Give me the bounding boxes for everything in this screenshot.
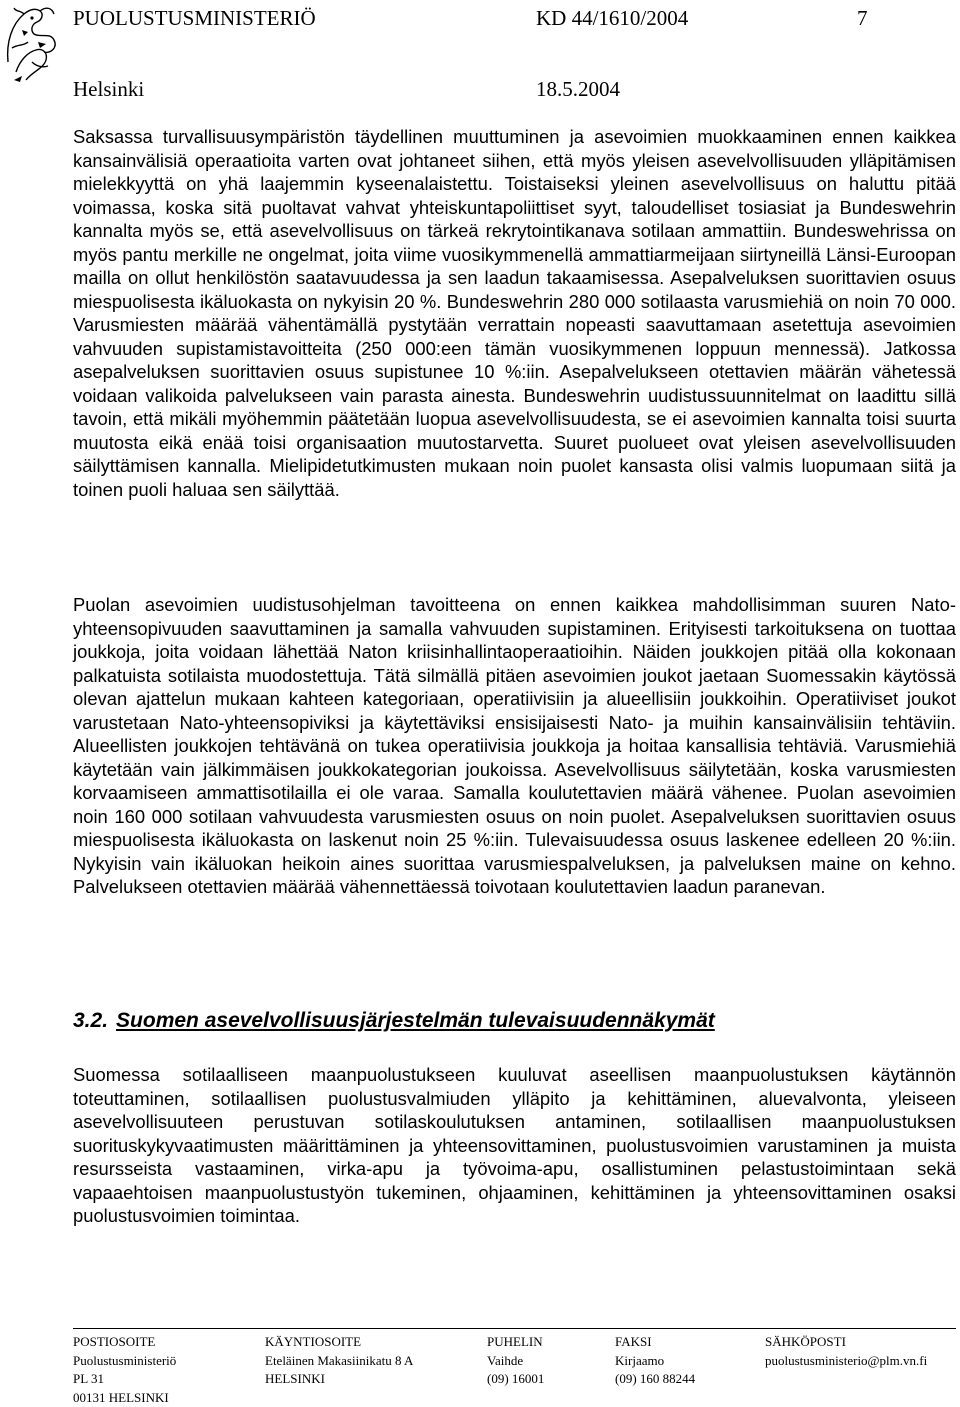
footer-postal-address	[73, 1333, 176, 1407]
ministry-lion-logo	[2, 2, 60, 84]
header-page-number: 7	[857, 6, 868, 30]
footer-postal-label: POSTIOSOITE	[73, 1333, 176, 1352]
body-paragraph-finland: Suomessa sotilaalliseen maanpuolustukseen kuuluvat aseellisen maanpuolustuksen käytännön toteuttaminen, sotilaallisen puolustusvalmiuden ylläpito ja kehittäminen, aluevalvonta, yleiseen asevelvollisuuteen perustuvan sotilaskoulutuksen antaminen, sotilaallisen maanpuolustuksen suorituskykyvaatimusten määrittäminen ja yhteensovittaminen, puolustusvoimien varustaminen ja muista resursseista vastaaminen, virka-apu ja työvoima-apu, osallistuminen pelastustoimintaan sekä vapaaehtoisen maanpuolustustyön tukeminen, ohjaaminen, kehittäminen ja yhteensovittaminen osaksi puolustusvoimien toimintaa.	[73, 1063, 956, 1228]
section-title: Suomen asevelvollisuusjärjestelmän tulevaisuudennäkymät	[116, 1009, 715, 1032]
footer-postal-line2: PL 31	[73, 1370, 176, 1389]
footer-phone-label: PUHELIN	[487, 1333, 544, 1352]
footer-visiting-line1: Eteläinen Makasiinikatu 8 A	[265, 1352, 413, 1371]
header-date: 18.5.2004	[536, 77, 620, 101]
body-paragraph-poland: Puolan asevoimien uudistusohjelman tavoitteena on ennen kaikkea mahdollisimman suuren Nato-yhteensopivuuden saavuttaminen ja samalla vahvuuden supistaminen. Erityisesti tarkoituksena on tuottaa joukkoja, joita voidaan lähettää Naton kriisinhallintaoperaatioihin. Näiden joukkojen pitää olla kokonaan palkatuista sotilaista muodostettuja. Tätä silmällä pitäen asevoimien joukot jaetaan Suomessakin käytössä olevan ajattelun mukaan kahteen kategoriaan, operatiivisiin ja alueellisiin joukkoihin. Operatiiviset joukot varustetaan Nato-yhteensopiviksi ja käytettäviksi ensisijaisesti Nato- ja muihin kansainvälisiin tehtäviin. Alueellisten joukkojen tehtävänä on tukea operatiivisia joukkoja ja hoitaa kansallisia tehtäviä. Varusmiehiä käytetään vain jälkimmäisen joukkokategorian joukoissa. Asevelvollisuus säilytetään, koska varusmiesten korvaamiseen ammattisotilailla ei ole varaa. Samalla koulutettavien määrä vähenee. Puolan asevoimien noin 160 000 sotilaan vahvuudesta varusmiesten osuus on noin puolet. Asepalveluksen suorittavien osuus miespuolisesta ikäluokasta on laskenut noin 25 %:iin. Tulevaisuudessa osuus laskenee edelleen 20 %:iin. Nykyisin vain ikäluokan heikoin aines suorittaa varusmiespalveluksen, ja palveluksen maine on kehno. Palvelukseen otettavien määrää vähennettäessä toivotaan koulutettavien laadun paranevan.	[73, 593, 956, 899]
section-number: 3.2.	[73, 1009, 108, 1032]
footer-postal-line3: 00131 HELSINKI	[73, 1389, 176, 1407]
header-organization: PUOLUSTUSMINISTERIÖ	[73, 6, 316, 30]
header-document-reference: KD 44/1610/2004	[536, 6, 688, 30]
footer-fax	[615, 1333, 695, 1389]
footer-email-address: puolustusministerio@plm.vn.fi	[765, 1352, 927, 1371]
footer-visiting-line2: HELSINKI	[265, 1370, 413, 1389]
footer-email-label: SÄHKÖPOSTI	[765, 1333, 927, 1352]
footer-email	[765, 1333, 927, 1370]
header-city: Helsinki	[73, 77, 144, 101]
footer-fax-line2: (09) 160 88244	[615, 1370, 695, 1389]
footer-phone-line2: (09) 16001	[487, 1370, 544, 1389]
footer-postal-line1: Puolustusministeriö	[73, 1352, 176, 1371]
footer-phone-line1: Vaihde	[487, 1352, 544, 1371]
body-paragraph-germany: Saksassa turvallisuusympäristön täydellinen muuttuminen ja asevoimien muokkaaminen ennen kaikkea kansainvälisiä operaatioita varten ovat johtaneet siihen, että myös yleisen asevelvollisuuden ylläpitämisen mielekkyyttä on yhä laajemmin kyseenalaistettu. Toistaiseksi yleinen asevelvollisuus on haluttu pitää voimassa, koska sitä puoltavat vahvat yhteiskuntapoliittiset syyt, taloudelliset tosiasiat ja Bundeswehrin kannalta myös se, että asevelvollisuus on tärkeä rekrytointikanava sotilaan ammattiin. Bundeswehrissa on myös pantu merkille ne ongelmat, joita viime vuosikymmenellä ammattiarmeijaan siirtyneillä Länsi-Euroopan mailla on ollut henkilöstön saatavuudessa ja sen laadun takaamisessa. Asepalveluksen suorittavien osuus miespuolisesta ikäluokasta on nykyisin 20 %. Bundeswehrin 280 000 sotilaasta varusmiehiä on noin 70 000. Varusmiesten määrää vähentämällä pystytään verrattain nopeasti saavuttamaan asetettuja asevoimien vahvuuden supistamistavoitteita (250 000:een tämän vuosikymmenen loppuun mennessä). Jatkossa asepalveluksen suorittavien osuus supistunee 10 %:iin. Asepalvelukseen otettavien määrän vähetessä voidaan valikoida palvelukseen vain parasta ainesta. Bundeswehrin uudistussuunnitelmat on laadittu sillä tavoin, että mikäli myöhemmin päätetään luopua asevelvollisuudesta, se ei asevoimien kannalta toisi suurta muutosta eikä enää toisi organisaation muutostarvetta. Suuret puolueet ovat yleisen asevelvollisuuden säilyttämisen kannalla. Mielipidetutkimusten mukaan noin puolet kansasta olisi valmis luopumaan siitä ja toinen puoli haluaa sen säilyttää.	[73, 125, 956, 501]
footer-visiting-label: KÄYNTIOSOITE	[265, 1333, 413, 1352]
footer-fax-label: FAKSI	[615, 1333, 695, 1352]
footer-divider	[73, 1328, 956, 1329]
footer-visiting-address	[265, 1333, 413, 1389]
footer-fax-line1: Kirjaamo	[615, 1352, 695, 1371]
section-heading	[73, 1009, 715, 1033]
footer-phone	[487, 1333, 544, 1389]
